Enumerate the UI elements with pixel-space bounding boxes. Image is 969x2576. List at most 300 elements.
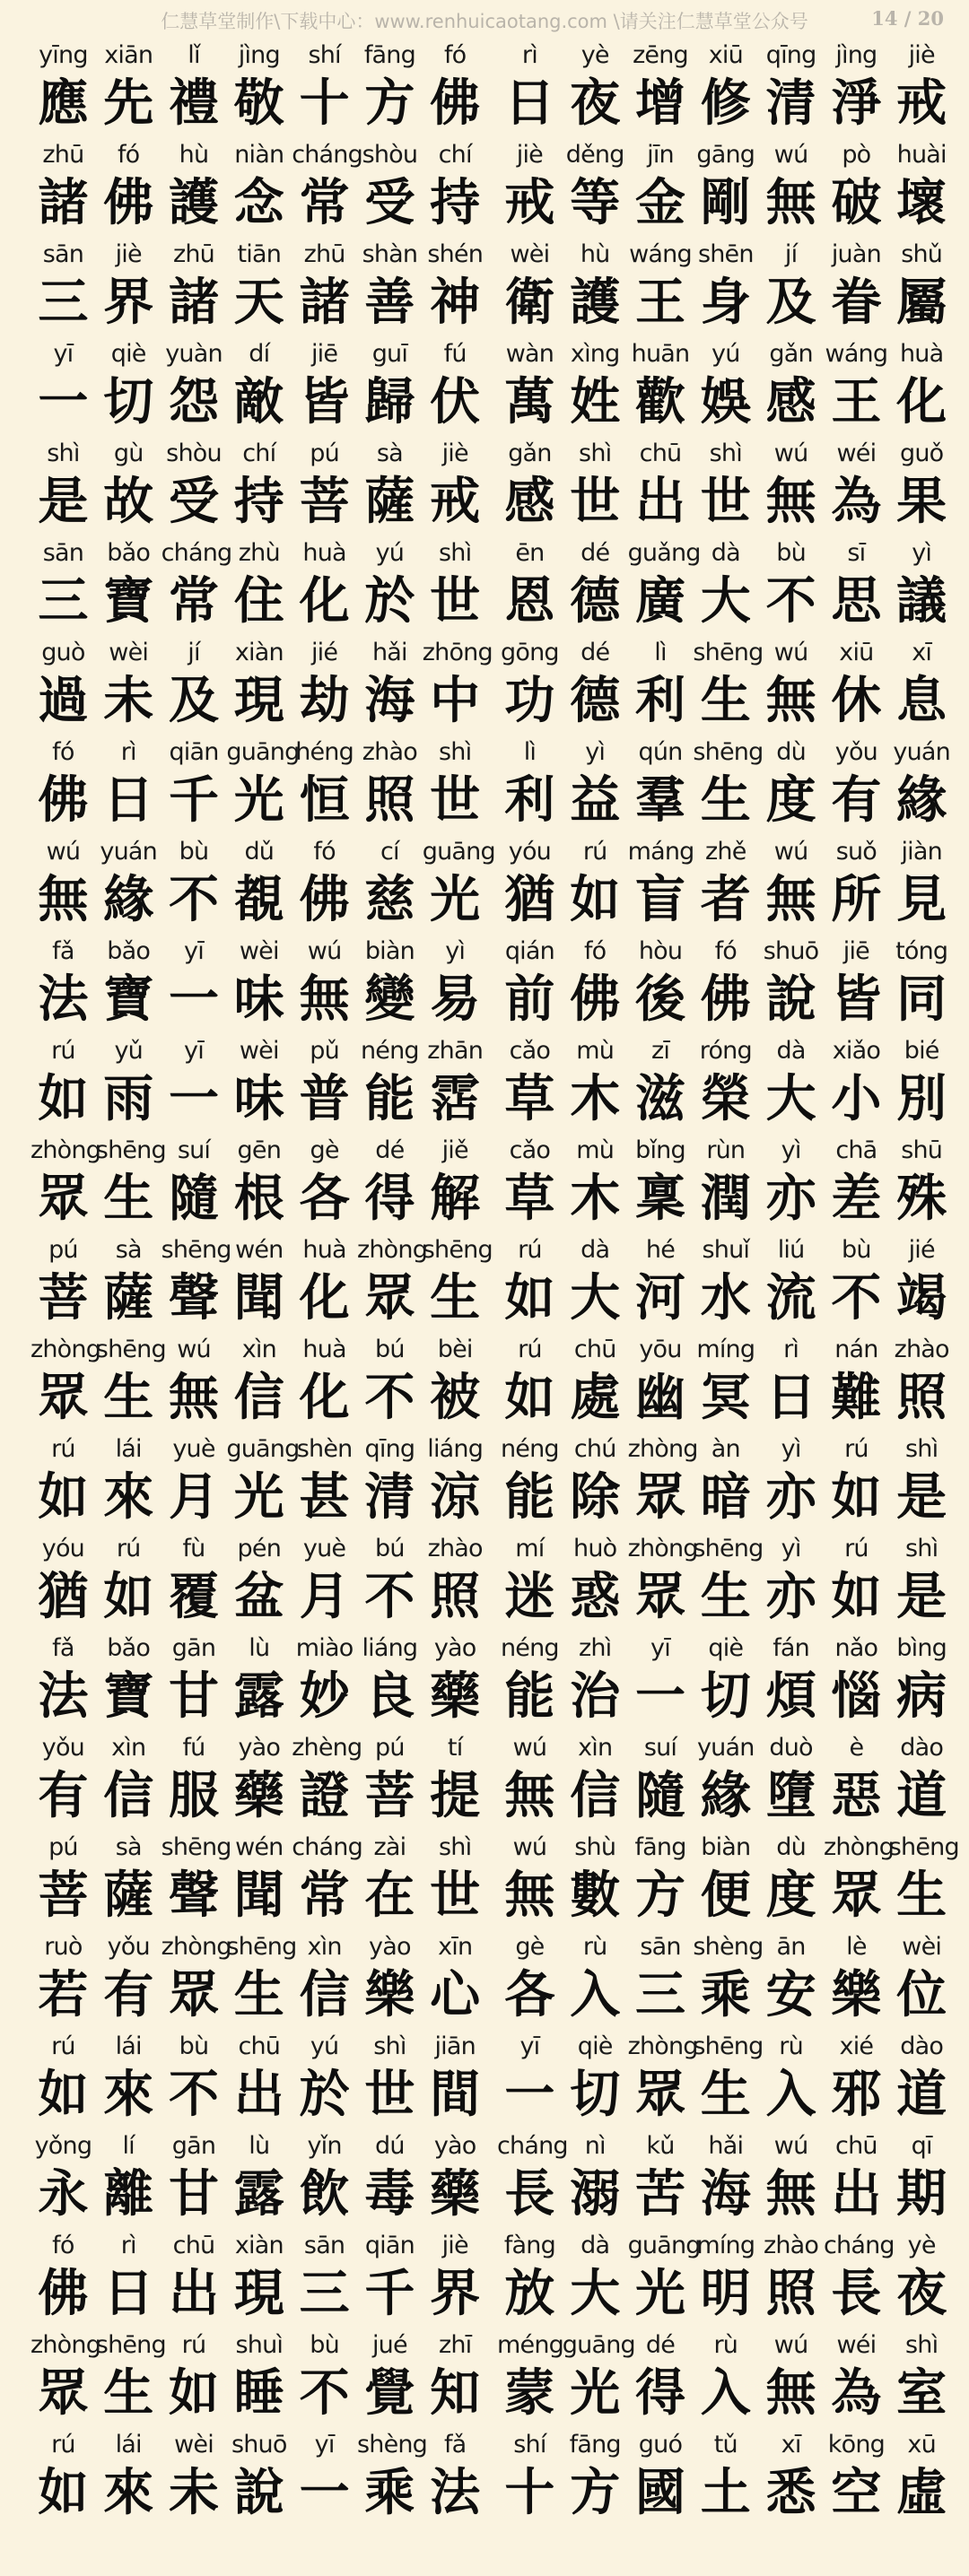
hanzi-character: 生: [700, 672, 751, 730]
pinyin-syllable: shòu: [362, 141, 418, 169]
hanzi-character: 覆: [168, 1568, 219, 1626]
pinyin-syllable: tóng: [895, 937, 948, 965]
hanzi-character: 普: [299, 1070, 350, 1128]
pinyin-line: [31, 1234, 493, 1266]
pinyin-syllable: zhì: [579, 1634, 612, 1662]
hanzi-character: 知: [430, 2364, 481, 2423]
hanzi-character: 十: [504, 2464, 555, 2522]
hanzi-line: [31, 1167, 488, 1231]
pinyin-line: [497, 736, 955, 769]
hanzi-character: 未: [103, 672, 154, 730]
hanzi-line: [31, 868, 488, 933]
pinyin-syllable: sà: [115, 1236, 142, 1264]
hanzi-character: 有: [38, 1767, 89, 1825]
pinyin-syllable: lù: [249, 1634, 270, 1662]
pinyin-syllable: róng: [699, 1037, 752, 1065]
pinyin-syllable: sī: [847, 539, 866, 567]
hanzi-character: 眾: [634, 2066, 685, 2124]
pinyin-syllable: sà: [376, 439, 403, 467]
pinyin-line: [497, 438, 955, 470]
pinyin-syllable: pú: [48, 1236, 78, 1264]
hanzi-character: 神: [430, 274, 481, 332]
hanzi-character: 破: [831, 174, 882, 232]
verse-line: [497, 1135, 955, 1234]
pinyin-syllable: wèi: [902, 1933, 942, 1961]
hanzi-character: 出: [233, 2066, 284, 2124]
pinyin-syllable: jiè: [908, 41, 935, 69]
pinyin-syllable: chú: [573, 1435, 616, 1463]
pinyin-syllable: yī: [53, 340, 74, 368]
verse-line: [497, 39, 955, 139]
pinyin-syllable: gēn: [237, 1136, 282, 1164]
hanzi-character: 無: [765, 473, 816, 531]
pinyin-syllable: qīng: [364, 1435, 415, 1463]
pinyin-syllable: shuō: [231, 2431, 287, 2459]
hanzi-character: 淨: [831, 74, 882, 133]
pinyin-syllable: zhòng: [823, 1833, 895, 1861]
hanzi-character: 能: [504, 1667, 555, 1726]
pinyin-syllable: jí: [784, 240, 798, 268]
hanzi-character: 眾: [38, 1369, 89, 1427]
hanzi-character: 緣: [700, 1767, 751, 1825]
verse-line: [31, 338, 488, 438]
hanzi-character: 信: [233, 1369, 284, 1427]
pinyin-syllable: shēng: [95, 1336, 166, 1363]
hanzi-character: 念: [233, 174, 284, 232]
verse-line: [497, 1533, 955, 1632]
hanzi-character: 利: [504, 771, 555, 830]
hanzi-character: 海: [700, 2165, 751, 2224]
hanzi-character: 常: [299, 174, 350, 232]
pinyin-syllable: bǎo: [107, 539, 151, 567]
pinyin-syllable: yuán: [893, 738, 950, 766]
hanzi-character: 妙: [299, 1667, 350, 1726]
hanzi-character: 猶: [504, 871, 555, 929]
hanzi-line: [31, 1466, 488, 1530]
pinyin-syllable: jiè: [441, 439, 468, 467]
hanzi-character: 亦: [765, 1568, 816, 1626]
hanzi-character: 雨: [103, 1070, 154, 1128]
verse-line: [31, 1732, 488, 1832]
hanzi-character: 無: [765, 871, 816, 929]
hanzi-character: 樂: [364, 1966, 415, 2024]
pinyin-line: [31, 637, 493, 669]
pinyin-syllable: dù: [776, 738, 806, 766]
hanzi-character: 難: [831, 1369, 882, 1427]
pinyin-syllable: hù: [179, 141, 209, 169]
hanzi-character: 覩: [233, 871, 284, 929]
hanzi-character: 千: [168, 771, 219, 830]
verse-line: [31, 836, 495, 936]
hanzi-character: 法: [430, 2464, 481, 2522]
hanzi-character: 受: [364, 174, 415, 232]
pinyin-syllable: chū: [573, 1336, 616, 1363]
pinyin-syllable: fó: [117, 141, 140, 169]
pinyin-syllable: shēng: [95, 2331, 166, 2359]
pinyin-syllable: gù: [113, 439, 144, 467]
pinyin-syllable: kōng: [827, 2431, 885, 2459]
pinyin-syllable: shì: [373, 2032, 406, 2060]
hanzi-character: 道: [896, 1767, 947, 1825]
hanzi-character: 潤: [700, 1170, 751, 1228]
hanzi-character: 生: [700, 2066, 751, 2124]
hanzi-character: 薩: [364, 473, 415, 531]
hanzi-character: 持: [233, 473, 284, 531]
pinyin-syllable: yuàn: [165, 340, 223, 368]
hanzi-character: 皆: [831, 970, 882, 1029]
hanzi-line: [497, 1266, 955, 1331]
hanzi-line: [31, 470, 488, 535]
pinyin-syllable: gōng: [501, 639, 559, 666]
pinyin-syllable: shì: [439, 738, 472, 766]
hanzi-character: 光: [233, 1468, 284, 1527]
hanzi-character: 禮: [168, 74, 219, 133]
pinyin-syllable: gè: [310, 1136, 339, 1164]
pinyin-syllable: wú: [773, 2331, 808, 2359]
pinyin-syllable: nǎo: [834, 1634, 878, 1662]
pinyin-syllable: rú: [116, 1535, 141, 1562]
pinyin-syllable: jiān: [434, 2032, 476, 2060]
hanzi-character: 三: [299, 2265, 350, 2323]
hanzi-character: 切: [700, 1667, 751, 1726]
hanzi-line: [31, 669, 488, 734]
hanzi-character: 惡: [831, 1767, 882, 1825]
hanzi-character: 殊: [896, 1170, 947, 1228]
pinyin-line: [497, 936, 955, 968]
pinyin-syllable: lì: [654, 639, 667, 666]
pinyin-syllable: shēng: [161, 1833, 231, 1861]
hanzi-character: 藥: [430, 2165, 481, 2224]
hanzi-character: 亦: [765, 1468, 816, 1527]
pinyin-syllable: dà: [581, 1236, 610, 1264]
pinyin-line: [31, 1931, 488, 1963]
pinyin-syllable: qián: [504, 937, 554, 965]
hanzi-character: 無: [168, 1369, 219, 1427]
pinyin-syllable: shì: [47, 439, 80, 467]
hanzi-character: 出: [168, 2265, 219, 2323]
pinyin-syllable: yóu: [41, 1535, 84, 1562]
hanzi-character: 佛: [430, 74, 481, 133]
pinyin-syllable: míng: [696, 2232, 755, 2259]
hanzi-character: 一: [38, 373, 89, 431]
pinyin-syllable: zhòng: [31, 1136, 101, 1164]
pinyin-syllable: zēng: [633, 41, 688, 69]
hanzi-character: 世: [570, 473, 621, 531]
hanzi-line: [497, 868, 955, 933]
hanzi-line: [497, 1067, 955, 1132]
pinyin-syllable: lè: [846, 1933, 867, 1961]
pinyin-syllable: néng: [360, 1037, 419, 1065]
hanzi-character: 無: [504, 1767, 555, 1825]
hanzi-line: [497, 370, 955, 435]
hanzi-character: 所: [831, 871, 882, 929]
hanzi-character: 盆: [233, 1568, 284, 1626]
pinyin-syllable: shì: [905, 1435, 938, 1463]
hanzi-character: 戒: [896, 74, 947, 133]
pinyin-syllable: gè: [515, 1933, 545, 1961]
hanzi-character: 信: [103, 1767, 154, 1825]
verse-line: [31, 2031, 488, 2130]
verse-line: [31, 2429, 488, 2528]
pinyin-syllable: guāng: [627, 2232, 701, 2259]
verse-line: [31, 736, 488, 836]
pinyin-syllable: hù: [580, 240, 610, 268]
hanzi-character: 一: [504, 2066, 555, 2124]
pinyin-syllable: nán: [834, 1336, 878, 1363]
pinyin-syllable: yī: [184, 937, 204, 965]
pinyin-syllable: wén: [235, 1833, 284, 1861]
hanzi-character: 照: [896, 1369, 947, 1427]
pinyin-syllable: chā: [835, 1136, 877, 1164]
pinyin-syllable: lí: [122, 2132, 135, 2160]
pinyin-syllable: fó: [313, 838, 336, 866]
pinyin-syllable: yè: [907, 2232, 936, 2259]
hanzi-character: 如: [38, 2464, 89, 2522]
hanzi-character: 不: [168, 2066, 219, 2124]
hanzi-character: 後: [634, 970, 685, 1029]
hanzi-character: 說: [765, 970, 816, 1029]
pinyin-syllable: cháng: [823, 2232, 895, 2259]
hanzi-character: 猶: [38, 1568, 89, 1626]
pinyin-syllable: yǐn: [307, 2132, 342, 2160]
pinyin-line: [497, 1533, 955, 1565]
hanzi-character: 邪: [831, 2066, 882, 2124]
pinyin-line: [31, 1832, 488, 1864]
hanzi-character: 日: [504, 74, 555, 133]
hanzi-character: 日: [103, 2265, 154, 2323]
hanzi-character: 味: [233, 970, 284, 1029]
pinyin-syllable: pǔ: [310, 1037, 339, 1065]
hanzi-line: [31, 570, 488, 634]
hanzi-character: 諸: [299, 274, 350, 332]
hanzi-character: 大: [570, 1269, 621, 1327]
hanzi-character: 於: [364, 572, 415, 631]
hanzi-character: 化: [299, 1269, 350, 1327]
hanzi-character: 過: [38, 672, 89, 730]
pinyin-syllable: qī: [911, 2132, 932, 2160]
pinyin-syllable: jiě: [441, 1136, 468, 1164]
hanzi-character: 大: [765, 1070, 816, 1128]
hanzi-line: [497, 1864, 955, 1928]
hanzi-character: 不: [765, 572, 816, 631]
hanzi-line: [497, 769, 955, 833]
pinyin-syllable: néng: [501, 1634, 559, 1662]
verse-line: [497, 1035, 955, 1135]
verse-line: [497, 1234, 955, 1334]
hanzi-character: 眷: [831, 274, 882, 332]
hanzi-character: 是: [38, 473, 89, 531]
hanzi-character: 室: [896, 2364, 947, 2423]
hanzi-line: [31, 2461, 488, 2526]
pinyin-syllable: tí: [447, 1734, 463, 1762]
pinyin-syllable: cǎo: [509, 1037, 551, 1065]
hanzi-character: 金: [634, 174, 685, 232]
verse-line: [31, 1931, 488, 2031]
verse-line: [497, 1931, 955, 2031]
pinyin-syllable: hòu: [638, 937, 683, 965]
pinyin-syllable: guǒ: [899, 439, 944, 467]
pinyin-syllable: dào: [900, 2032, 944, 2060]
pinyin-syllable: xī: [912, 639, 932, 666]
pinyin-syllable: zhòng: [161, 1933, 231, 1961]
hanzi-character: 放: [504, 2265, 555, 2323]
pinyin-line: [31, 2429, 488, 2461]
pinyin-syllable: yào: [369, 1933, 411, 1961]
pinyin-syllable: yǔ: [114, 1037, 143, 1065]
pinyin-syllable: dà: [776, 1037, 806, 1065]
hanzi-character: 乘: [364, 2464, 415, 2522]
hanzi-character: 說: [233, 2464, 284, 2522]
pinyin-syllable: gǎn: [508, 439, 552, 467]
pinyin-syllable: fāng: [363, 41, 415, 69]
pinyin-syllable: liáng: [427, 1435, 484, 1463]
hanzi-line: [31, 72, 488, 136]
hanzi-character: 來: [103, 2464, 154, 2522]
hanzi-character: 休: [831, 672, 882, 730]
hanzi-character: 菩: [38, 1269, 89, 1327]
pinyin-syllable: wèi: [239, 937, 279, 965]
hanzi-line: [31, 1864, 488, 1928]
hanzi-line: [497, 271, 955, 335]
hanzi-character: 期: [896, 2165, 947, 2224]
pinyin-syllable: cǎo: [509, 1136, 551, 1164]
pinyin-syllable: mù: [576, 1037, 615, 1065]
verse-line: [497, 338, 955, 438]
hanzi-character: 大: [570, 2265, 621, 2323]
hanzi-character: 如: [831, 1468, 882, 1527]
verse-line: [31, 1334, 488, 1433]
pinyin-syllable: dà: [581, 2232, 610, 2259]
verse-line: [31, 537, 488, 637]
hanzi-character: 病: [896, 1667, 947, 1726]
pinyin-syllable: shēn: [697, 240, 754, 268]
pinyin-line: [497, 239, 955, 271]
hanzi-character: 衛: [504, 274, 555, 332]
hanzi-character: 議: [896, 572, 947, 631]
pinyin-syllable: nì: [584, 2132, 606, 2160]
hanzi-character: 方: [570, 2464, 621, 2522]
pinyin-syllable: yú: [310, 2032, 339, 2060]
hanzi-line: [497, 72, 955, 136]
pinyin-line: [497, 1632, 955, 1665]
hanzi-character: 先: [103, 74, 154, 133]
hanzi-character: 睡: [233, 2364, 284, 2423]
hanzi-character: 清: [765, 74, 816, 133]
pinyin-syllable: xìn: [578, 1734, 613, 1762]
hanzi-character: 世: [700, 473, 751, 531]
hanzi-character: 飲: [299, 2165, 350, 2224]
pinyin-syllable: zhèng: [292, 1734, 362, 1762]
hanzi-character: 姓: [570, 373, 621, 431]
hanzi-line: [31, 370, 488, 435]
hanzi-line: [497, 1764, 955, 1829]
pinyin-line: [31, 139, 488, 171]
pinyin-syllable: pú: [375, 1734, 405, 1762]
hanzi-character: 一: [634, 1667, 685, 1726]
pinyin-line: [31, 2329, 488, 2362]
pinyin-syllable: yī: [184, 1037, 204, 1065]
hanzi-character: 信: [299, 1966, 350, 2024]
hanzi-character: 聲: [168, 1269, 219, 1327]
hanzi-character: 無: [765, 672, 816, 730]
hanzi-line: [31, 1565, 488, 1630]
hanzi-character: 榮: [700, 1070, 751, 1128]
hanzi-character: 草: [504, 1170, 555, 1228]
hanzi-character: 無: [38, 871, 89, 929]
hanzi-character: 歸: [364, 373, 415, 431]
pinyin-syllable: sān: [640, 1933, 681, 1961]
hanzi-character: 化: [299, 572, 350, 631]
hanzi-character: 如: [38, 1468, 89, 1527]
pinyin-syllable: xīn: [438, 1933, 473, 1961]
pinyin-syllable: shǔ: [901, 240, 943, 268]
hanzi-character: 護: [168, 174, 219, 232]
pinyin-syllable: fó: [443, 41, 467, 69]
pinyin-syllable: shēng: [693, 1535, 764, 1562]
hanzi-character: 聞: [233, 1269, 284, 1327]
pinyin-line: [31, 836, 495, 868]
pinyin-syllable: zhòng: [31, 1336, 101, 1363]
hanzi-character: 廣: [634, 572, 685, 631]
hanzi-character: 信: [570, 1767, 621, 1825]
hanzi-character: 月: [168, 1468, 219, 1527]
hanzi-character: 如: [38, 2066, 89, 2124]
pinyin-syllable: xìn: [111, 1734, 146, 1762]
pinyin-syllable: lù: [249, 2132, 270, 2160]
hanzi-character: 修: [700, 74, 751, 133]
pinyin-line: [31, 2031, 488, 2063]
pinyin-syllable: wú: [773, 838, 808, 866]
pinyin-syllable: qiān: [169, 738, 219, 766]
hanzi-character: 流: [765, 1269, 816, 1327]
hanzi-character: 不: [168, 871, 219, 929]
pinyin-syllable: suí: [177, 1136, 211, 1164]
hanzi-character: 佛: [570, 970, 621, 1029]
hanzi-character: 益: [570, 771, 621, 830]
hanzi-line: [31, 1266, 488, 1331]
hanzi-character: 王: [634, 274, 685, 332]
pinyin-syllable: rú: [181, 2331, 206, 2359]
hanzi-character: 化: [896, 373, 947, 431]
hanzi-character: 果: [896, 473, 947, 531]
hanzi-character: 差: [831, 1170, 882, 1228]
hanzi-character: 光: [430, 871, 481, 929]
pinyin-syllable: yì: [585, 738, 606, 766]
pinyin-syllable: huà: [899, 340, 944, 368]
hanzi-character: 若: [38, 1966, 89, 2024]
pinyin-syllable: fàng: [503, 2232, 555, 2259]
hanzi-line: [497, 2063, 955, 2128]
verse-line: [497, 2031, 955, 2130]
pinyin-syllable: qiè: [110, 340, 146, 368]
hanzi-character: 冥: [700, 1369, 751, 1427]
verse-line: [497, 2429, 955, 2528]
pinyin-syllable: rùn: [706, 1136, 746, 1164]
hanzi-character: 藥: [430, 1667, 481, 1726]
hanzi-line: [497, 570, 955, 634]
hanzi-character: 悉: [765, 2464, 816, 2522]
hanzi-character: 生: [430, 1269, 481, 1327]
pinyin-syllable: jìng: [835, 41, 877, 69]
page-header: [0, 0, 969, 39]
hanzi-character: 世: [430, 1867, 481, 1925]
pinyin-syllable: wú: [773, 2132, 808, 2160]
pinyin-syllable: ruò: [44, 1933, 83, 1961]
hanzi-character: 提: [430, 1767, 481, 1825]
pinyin-syllable: jīn: [647, 141, 674, 169]
pinyin-syllable: fó: [714, 937, 737, 965]
pinyin-line: [497, 1832, 959, 1864]
